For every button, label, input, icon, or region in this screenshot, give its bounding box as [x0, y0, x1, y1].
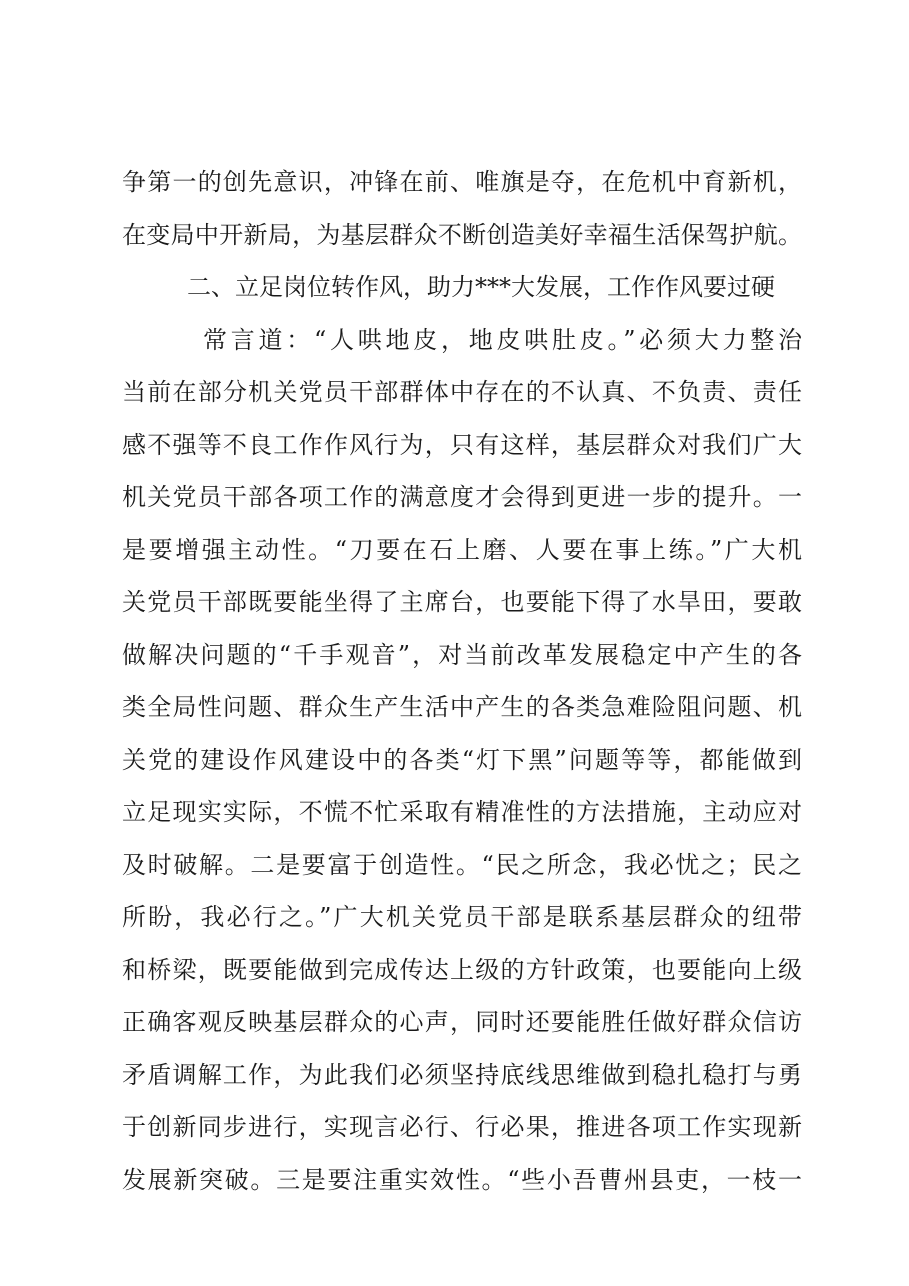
paragraph-line-15: 和桥梁，既要能做到完成传达上级的方针政策，也要能向上级	[122, 956, 802, 984]
paragraph-line-19: 发展新突破。三是要注重实效性。“些小吾曹州县吏，一枝一	[122, 1166, 802, 1194]
paragraph-line-18: 于创新同步进行，实现言必行、行必果，推进各项工作实现新	[122, 1113, 802, 1141]
paragraph-line-16: 正确客观反映基层群众的心声，同时还要能胜任做好群众信访	[122, 1008, 802, 1036]
paragraph-line-5: 感不强等不良工作作风行为，只有这样，基层群众对我们广大	[122, 431, 802, 459]
paragraph-line-8: 关党员干部既要能坐得了主席台，也要能下得了水旱田，要敢	[122, 588, 802, 616]
paragraph-line-11: 关党的建设作风建设中的各类“灯下黑”问题等等，都能做到	[122, 746, 802, 774]
paragraph-line-7: 是要增强主动性。“刀要在石上磨、人要在事上练。”广大机	[122, 536, 802, 564]
paragraph-line-3: 常言道：“人哄地皮，地皮哄肚皮。”必须大力整治	[203, 326, 802, 354]
paragraph-line-2: 在变局中开新局，为基层群众不断创造美好幸福生活保驾护航。	[122, 221, 802, 249]
paragraph-line-1: 争第一的创先意识，冲锋在前、唯旗是夺，在危机中育新机，	[122, 168, 802, 196]
paragraph-line-4: 当前在部分机关党员干部群体中存在的不认真、不负责、责任	[122, 378, 802, 406]
paragraph-line-14: 所盼，我必行之。”广大机关党员干部是联系基层群众的纽带	[122, 903, 802, 931]
paragraph-line-6: 机关党员干部各项工作的满意度才会得到更进一步的提升。一	[122, 483, 802, 511]
paragraph-line-13: 及时破解。二是要富于创造性。“民之所念，我必忧之；民之	[122, 851, 802, 879]
paragraph-line-12: 立足现实实际，不慌不忙采取有精准性的方法措施，主动应对	[122, 798, 802, 826]
section-heading: 二、立足岗位转作风，助力***大发展，工作作风要过硬	[187, 273, 775, 301]
paragraph-line-10: 类全局性问题、群众生产生活中产生的各类急难险阻问题、机	[122, 693, 802, 721]
paragraph-line-9: 做解决问题的“千手观音”，对当前改革发展稳定中产生的各	[122, 641, 802, 669]
paragraph-line-17: 矛盾调解工作，为此我们必须坚持底线思维做到稳扎稳打与勇	[122, 1061, 802, 1089]
